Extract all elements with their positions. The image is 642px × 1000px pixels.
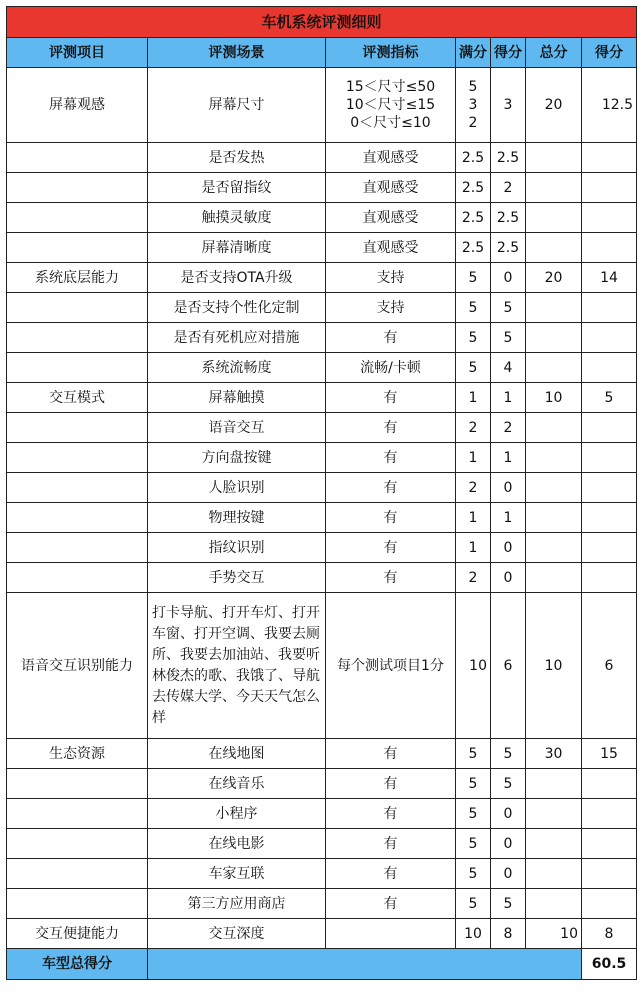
- category-cell: [7, 353, 148, 383]
- header-row: [7, 38, 637, 68]
- metric-cell: 直观感受: [326, 233, 456, 263]
- table-row: [7, 739, 637, 769]
- score-cell: 8: [491, 919, 526, 949]
- score-cell: 0: [491, 263, 526, 293]
- table-row: [7, 563, 637, 593]
- category-score-cell: [582, 889, 637, 919]
- category-cell: 系统底层能力: [7, 263, 148, 293]
- metric-cell: 有: [326, 413, 456, 443]
- category-cell: [7, 203, 148, 233]
- category-score-cell: 8: [582, 919, 637, 949]
- category-score-cell: 12.5: [582, 68, 637, 143]
- full-score-cell: 2: [456, 563, 491, 593]
- total-cell: [526, 889, 582, 919]
- table-row: [7, 503, 637, 533]
- category-score-cell: [582, 799, 637, 829]
- table-row: [7, 143, 637, 173]
- scene-cell: 车家互联: [148, 859, 326, 889]
- header-full-score: 满分: [456, 38, 491, 68]
- metric-cell: 有: [326, 533, 456, 563]
- category-cell: [7, 503, 148, 533]
- category-score-cell: [582, 143, 637, 173]
- category-cell: [7, 533, 148, 563]
- scene-cell: 物理按键: [148, 503, 326, 533]
- score-cell: 1: [491, 383, 526, 413]
- category-cell: 交互便捷能力: [7, 919, 148, 949]
- full-score-cell: 2: [456, 413, 491, 443]
- category-cell: 屏幕观感: [7, 68, 148, 143]
- category-score-cell: 15: [582, 739, 637, 769]
- category-cell: [7, 769, 148, 799]
- total-cell: [526, 563, 582, 593]
- full-score-cell: 5: [456, 829, 491, 859]
- category-cell: [7, 143, 148, 173]
- total-score-label: 车型总得分: [7, 949, 148, 980]
- scene-cell: 语音交互: [148, 413, 326, 443]
- metric-cell: 每个测试项目1分: [326, 593, 456, 739]
- metric-cell: 有: [326, 889, 456, 919]
- total-cell: [526, 203, 582, 233]
- metric-cell: 有: [326, 443, 456, 473]
- score-cell: 2.5: [491, 203, 526, 233]
- footer-row: [7, 949, 637, 980]
- full-score-cell: 5: [456, 859, 491, 889]
- table-row: [7, 383, 637, 413]
- total-cell: [526, 293, 582, 323]
- category-score-cell: [582, 503, 637, 533]
- table-row: [7, 473, 637, 503]
- total-cell: [526, 533, 582, 563]
- scene-cell: 触摸灵敏度: [148, 203, 326, 233]
- score-cell: 5: [491, 739, 526, 769]
- category-score-cell: [582, 323, 637, 353]
- metric-cell: 有: [326, 739, 456, 769]
- full-score-cell: 10: [456, 593, 491, 739]
- metric-cell: 支持: [326, 293, 456, 323]
- score-cell: 4: [491, 353, 526, 383]
- category-score-cell: 5: [582, 383, 637, 413]
- category-score-cell: [582, 563, 637, 593]
- category-cell: [7, 799, 148, 829]
- scene-cell: 是否有死机应对措施: [148, 323, 326, 353]
- category-score-cell: [582, 413, 637, 443]
- category-score-cell: [582, 769, 637, 799]
- category-cell: [7, 859, 148, 889]
- total-cell: [526, 769, 582, 799]
- full-score-cell: 5: [456, 353, 491, 383]
- header-total: 总分: [526, 38, 582, 68]
- category-cell: [7, 443, 148, 473]
- scene-cell: 方向盘按键: [148, 443, 326, 473]
- score-cell: 2: [491, 173, 526, 203]
- metric-cell: 有: [326, 769, 456, 799]
- metric-cell: 有: [326, 563, 456, 593]
- category-cell: 生态资源: [7, 739, 148, 769]
- total-cell: 20: [526, 263, 582, 293]
- table-row: [7, 443, 637, 473]
- metric-cell: 直观感受: [326, 173, 456, 203]
- scene-cell: 在线音乐: [148, 769, 326, 799]
- scene-cell: 小程序: [148, 799, 326, 829]
- category-cell: [7, 473, 148, 503]
- total-cell: [526, 173, 582, 203]
- metric-cell: [326, 919, 456, 949]
- total-cell: [526, 859, 582, 889]
- total-cell: [526, 473, 582, 503]
- full-score-cell: 5: [456, 263, 491, 293]
- score-cell: 2.5: [491, 233, 526, 263]
- score-cell: 5: [491, 293, 526, 323]
- scene-cell: 系统流畅度: [148, 353, 326, 383]
- full-score-cell: 5: [456, 293, 491, 323]
- table-row: [7, 769, 637, 799]
- full-score-cell: 1: [456, 503, 491, 533]
- total-cell: [526, 413, 582, 443]
- scene-cell: 人脸识别: [148, 473, 326, 503]
- full-score-cell: 1: [456, 383, 491, 413]
- total-cell: 10: [526, 919, 582, 949]
- score-cell: 3: [491, 68, 526, 143]
- scene-cell: 是否支持个性化定制: [148, 293, 326, 323]
- scene-cell: 是否发热: [148, 143, 326, 173]
- score-cell: 0: [491, 533, 526, 563]
- full-score-cell: 5: [456, 799, 491, 829]
- category-score-cell: [582, 473, 637, 503]
- scene-cell: 是否支持OTA升级: [148, 263, 326, 293]
- full-score-cell: 2.5: [456, 173, 491, 203]
- metric-cell: 支持: [326, 263, 456, 293]
- total-cell: 30: [526, 739, 582, 769]
- scene-cell: 手势交互: [148, 563, 326, 593]
- table-row: [7, 889, 637, 919]
- header-scene: 评测场景: [148, 38, 326, 68]
- total-cell: [526, 503, 582, 533]
- category-cell: [7, 323, 148, 353]
- category-score-cell: [582, 533, 637, 563]
- total-cell: [526, 443, 582, 473]
- total-cell: [526, 233, 582, 263]
- scene-cell: 指纹识别: [148, 533, 326, 563]
- category-score-cell: 6: [582, 593, 637, 739]
- table-row: [7, 413, 637, 443]
- table-row: [7, 203, 637, 233]
- total-cell: [526, 143, 582, 173]
- full-score-cell: 1: [456, 533, 491, 563]
- category-cell: [7, 293, 148, 323]
- full-score-cell: 5: [456, 739, 491, 769]
- full-score-cell: 2.5: [456, 233, 491, 263]
- table-row: [7, 173, 637, 203]
- metric-cell: 有: [326, 383, 456, 413]
- category-score-cell: [582, 173, 637, 203]
- total-cell: [526, 829, 582, 859]
- metric-cell: 有: [326, 799, 456, 829]
- table-row: [7, 533, 637, 563]
- table-row: [7, 263, 637, 293]
- category-cell: [7, 563, 148, 593]
- category-score-cell: [582, 443, 637, 473]
- scene-cell: 屏幕触摸: [148, 383, 326, 413]
- table-row: [7, 859, 637, 889]
- total-cell: [526, 323, 582, 353]
- metric-cell: 有: [326, 473, 456, 503]
- table-title: 车机系统评测细则: [7, 7, 637, 38]
- score-cell: 0: [491, 829, 526, 859]
- metric-cell: 有: [326, 323, 456, 353]
- metric-cell: 有: [326, 829, 456, 859]
- full-score-cell: 10: [456, 919, 491, 949]
- header-category-score: 得分: [582, 38, 637, 68]
- category-cell: [7, 173, 148, 203]
- score-cell: 0: [491, 859, 526, 889]
- scene-cell: 在线地图: [148, 739, 326, 769]
- table-row: [7, 919, 637, 949]
- score-cell: 5: [491, 323, 526, 353]
- score-cell: 0: [491, 799, 526, 829]
- full-score-cell: 1: [456, 443, 491, 473]
- table-row: [7, 593, 637, 739]
- category-score-cell: 14: [582, 263, 637, 293]
- category-cell: [7, 889, 148, 919]
- table-row: [7, 323, 637, 353]
- category-score-cell: [582, 293, 637, 323]
- table-row: [7, 829, 637, 859]
- footer-spacer: [148, 949, 582, 980]
- full-score-cell: 5: [456, 769, 491, 799]
- scene-cell: 打卡导航、打开车灯、打开车窗、打开空调、我要去厕所、我要去加油站、我要听林俊杰的歌、我饿了、导航去传媒大学、今天天气怎么样: [148, 593, 326, 739]
- full-score-cell: 2.5: [456, 143, 491, 173]
- category-score-cell: [582, 353, 637, 383]
- metric-cell: 直观感受: [326, 203, 456, 233]
- scene-cell: 屏幕尺寸: [148, 68, 326, 143]
- scene-cell: 屏幕清晰度: [148, 233, 326, 263]
- category-cell: [7, 413, 148, 443]
- score-cell: 0: [491, 563, 526, 593]
- table-row: [7, 68, 637, 143]
- header-category: 评测项目: [7, 38, 148, 68]
- category-score-cell: [582, 829, 637, 859]
- evaluation-table: [6, 6, 637, 980]
- category-score-cell: [582, 859, 637, 889]
- score-cell: 2: [491, 413, 526, 443]
- full-score-cell: 5: [456, 323, 491, 353]
- total-cell: [526, 799, 582, 829]
- metric-cell: 有: [326, 859, 456, 889]
- score-cell: 2.5: [491, 143, 526, 173]
- table-row: [7, 799, 637, 829]
- score-cell: 0: [491, 473, 526, 503]
- total-cell: 10: [526, 593, 582, 739]
- score-cell: 1: [491, 443, 526, 473]
- total-cell: 10: [526, 383, 582, 413]
- category-cell: [7, 233, 148, 263]
- header-score: 得分: [491, 38, 526, 68]
- full-score-cell: 2: [456, 473, 491, 503]
- category-cell: 语音交互识别能力: [7, 593, 148, 739]
- table-row: [7, 233, 637, 263]
- total-score-value: 60.5: [582, 949, 637, 980]
- score-cell: 6: [491, 593, 526, 739]
- header-metric: 评测指标: [326, 38, 456, 68]
- category-cell: [7, 829, 148, 859]
- full-score-cell: 2.5: [456, 203, 491, 233]
- full-score-cell: 5 3 2: [456, 68, 491, 143]
- total-cell: 20: [526, 68, 582, 143]
- table-row: [7, 293, 637, 323]
- scene-cell: 交互深度: [148, 919, 326, 949]
- scene-cell: 是否留指纹: [148, 173, 326, 203]
- metric-cell: 直观感受: [326, 143, 456, 173]
- scene-cell: 第三方应用商店: [148, 889, 326, 919]
- metric-cell: 15＜尺寸≤50 10＜尺寸≤15 0＜尺寸≤10: [326, 68, 456, 143]
- score-cell: 5: [491, 889, 526, 919]
- table-row: [7, 353, 637, 383]
- category-cell: 交互模式: [7, 383, 148, 413]
- scene-cell: 在线电影: [148, 829, 326, 859]
- category-score-cell: [582, 233, 637, 263]
- score-cell: 1: [491, 503, 526, 533]
- category-score-cell: [582, 203, 637, 233]
- full-score-cell: 5: [456, 889, 491, 919]
- metric-cell: 有: [326, 503, 456, 533]
- metric-cell: 流畅/卡顿: [326, 353, 456, 383]
- score-cell: 5: [491, 769, 526, 799]
- total-cell: [526, 353, 582, 383]
